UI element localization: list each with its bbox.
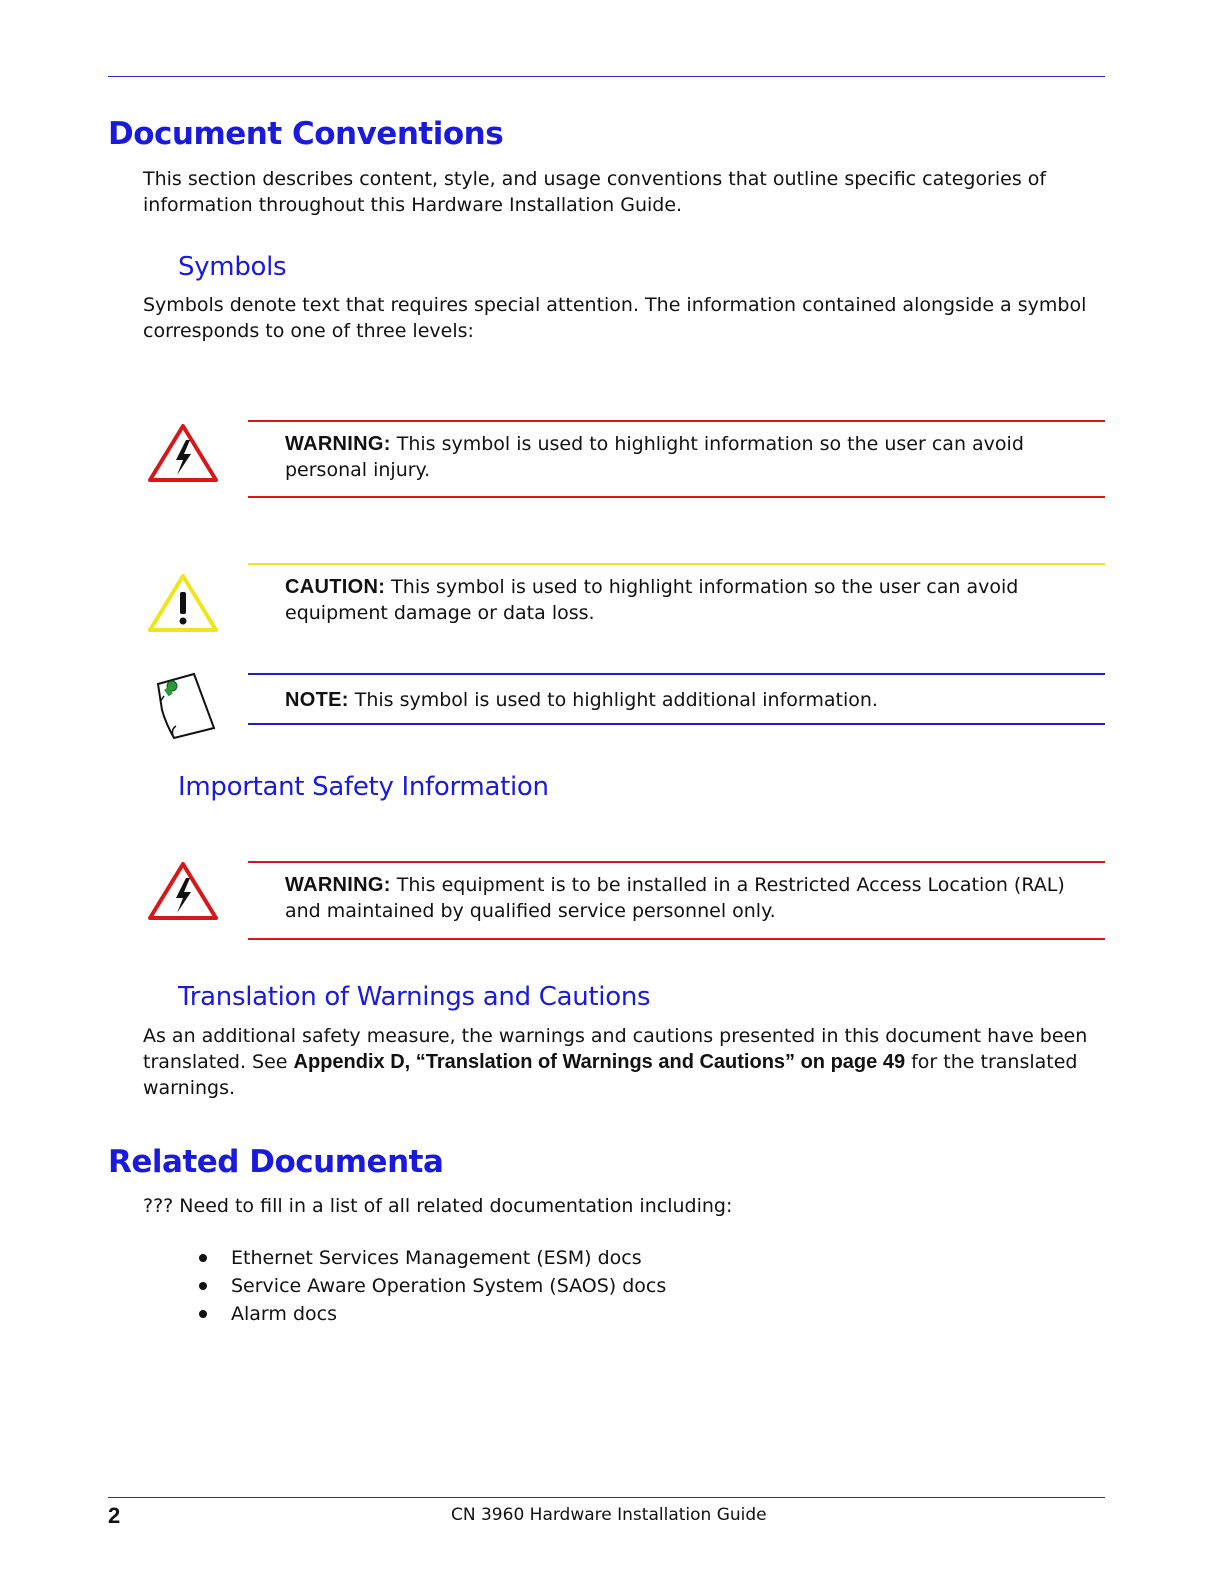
note-description: This symbol is used to highlight additional information. — [354, 689, 878, 711]
list-item: Service Aware Operation System (SAOS) docs — [196, 1272, 666, 1300]
list-item: Alarm docs — [196, 1300, 666, 1328]
caution-notice-text — [248, 565, 1105, 626]
symbols-intro: Symbols denote text that requires special attention. The information contained alongside a symbol corresponds to one of three levels: — [143, 294, 1087, 342]
related-intro: ??? Need to fill in a list of all related documentation including: — [143, 1195, 733, 1217]
heading-important-safety-information: Important Safety Information — [178, 772, 549, 802]
header-rule — [108, 76, 1105, 77]
document-conventions-intro: This section describes content, style, and usage conventions that outline specific categories of information throughout this Hardware Installation Guide. — [143, 168, 1047, 216]
translation-text-before: As an additional safety measure, the warnings and cautions presented in this document have been translated. See — [143, 1025, 1088, 1073]
warning-description: This symbol is used to highlight information so the user can avoid personal injury. — [285, 433, 1024, 481]
safety-warning-text — [248, 863, 1105, 924]
heading-translation-of-warnings: Translation of Warnings and Cautions — [178, 982, 651, 1012]
lightning-warning-icon — [146, 422, 220, 484]
appendix-d-link[interactable]: Appendix D, “Translation of Warnings and Cautions” on page 49 — [293, 1051, 906, 1073]
related-docs-list — [196, 1244, 666, 1328]
caution-label: CAUTION: — [285, 576, 386, 598]
footer-guide-title: CN 3960 Hardware Installation Guide — [451, 1505, 767, 1525]
note-notice — [248, 673, 1105, 725]
note-notice-text — [248, 675, 1105, 713]
list-item: Ethernet Services Management (ESM) docs — [196, 1244, 666, 1272]
safety-warning-description: This equipment is to be installed in a Restricted Access Location (RAL) and maintained by qualified service personnel only. — [285, 874, 1065, 922]
caution-notice — [248, 563, 1105, 633]
safety-warning-notice — [248, 861, 1105, 940]
heading-document-conventions: Document Conventions — [108, 116, 504, 152]
caution-description: This symbol is used to highlight information so the user can avoid equipment damage or data loss. — [285, 576, 1019, 624]
footer-rule — [108, 1497, 1105, 1498]
exclamation-caution-icon — [146, 572, 220, 634]
lightning-warning-icon — [146, 860, 220, 922]
safety-warning-label: WARNING: — [285, 874, 391, 896]
translation-paragraph — [143, 1023, 1103, 1101]
note-label: NOTE: — [285, 689, 349, 711]
warning-notice-text — [248, 422, 1105, 483]
warning-notice — [248, 420, 1105, 498]
heading-symbols: Symbols — [178, 252, 287, 282]
page-number: 2 — [108, 1503, 121, 1528]
translation-text-after: for the translated warnings. — [143, 1051, 1078, 1099]
warning-label: WARNING: — [285, 433, 391, 455]
heading-related-documenta: Related Documenta — [108, 1144, 444, 1180]
pinned-note-icon — [152, 670, 220, 742]
